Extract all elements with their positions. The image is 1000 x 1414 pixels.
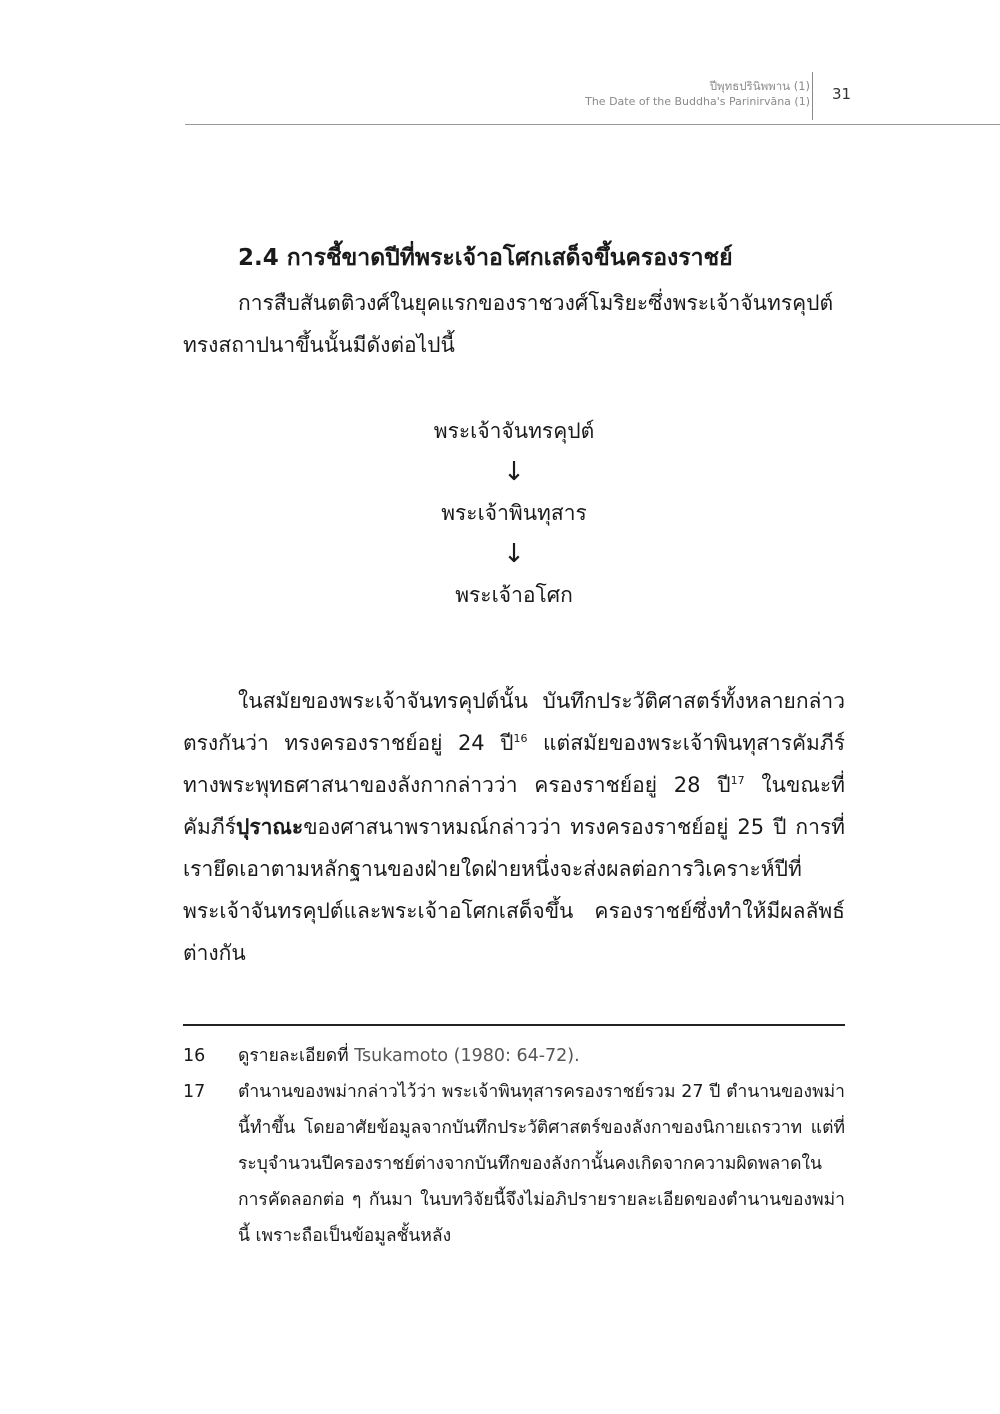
footnote-17	[183, 1074, 845, 1254]
running-head-english: The Date of the Buddha's Parinirvāna (1)	[585, 95, 810, 108]
body-paragraph	[183, 680, 845, 974]
footnote-divider	[183, 1024, 845, 1026]
footnote-citation: Tsukamoto (1980: 64-72).	[354, 1046, 580, 1066]
header-divider	[812, 72, 813, 120]
footnote-16	[183, 1038, 845, 1074]
page-number: 31	[832, 85, 852, 103]
down-arrow-icon: ↓	[503, 539, 525, 569]
paragraph-text: ในขณะที่คัมภีร์	[183, 773, 845, 839]
footnote-text: ตำนานของพม่ากล่าวไว้ว่า พระเจ้าพินทุสารครองราชย์รวม 27 ปี ตำนานของพม่านี้ทำขึ้น โดยอาศัยข้อมูลจากบันทึกประวัติศาสตร์ของลังกาของนิกายเถรวาท แต่ที่ระบุจำนวนปีครองราชย์ต่างจากบันทึกของลังกานั้นคงเกิดจากความผิดพลาดในการคัดลอกต่อ ๆ กันมา ในบทวิจัยนี้จึงไม่อภิปรายรายละเอียดของตำนานของพม่านี้ เพราะถือเป็นข้อมูลชั้นหลัง	[238, 1082, 845, 1246]
section-heading: 2.4 การชี้ขาดปีที่พระเจ้าอโศกเสด็จขึ้นครองราชย์	[238, 245, 733, 271]
dynasty-lineage	[183, 410, 845, 616]
footnote-text	[238, 1038, 845, 1074]
main-content	[183, 238, 845, 974]
down-arrow-icon: ↓	[503, 457, 525, 487]
footnote-text-thai: ดูรายละเอียดที่	[238, 1046, 355, 1066]
header-rule	[185, 124, 1000, 125]
lineage-king-3: พระเจ้าอโศก	[455, 583, 573, 607]
lineage-king-2: พระเจ้าพินทุสาร	[441, 501, 587, 525]
paragraph-text: ของศาสนาพราหมณ์กล่าวว่า ทรงครองราชย์อยู่ 25 ปี การที่เรายึดเอาตามหลักฐานของฝ่ายใดฝ่ายหนึ่งจะส่งผลต่อการวิเคราะห์ปีที่พระเจ้าจันทรคุปต์และพระเจ้าอโศกเสด็จขึ้น ครองราชย์ซึ่งทำให้มีผลลัพธ์ต่างกัน	[183, 815, 845, 965]
footnote-number: 16	[183, 1046, 206, 1066]
bold-term-purana: ปุราณะ	[236, 815, 304, 839]
footnote-ref-16[interactable]: 16	[513, 732, 528, 745]
footnote-ref-17[interactable]: 17	[730, 774, 745, 787]
running-head	[585, 78, 810, 110]
footnote-number: 17	[183, 1082, 206, 1102]
paragraph-text: ในสมัยของพระเจ้าจันทรคุปต์นั้น บันทึกประวัติศาสตร์ทั้งหลายกล่าวตรงกันว่า ทรงครองราชย์อยู่ 24 ปี	[183, 689, 845, 755]
running-head-thai: ปีพุทธปรินิพพาน (1)	[709, 79, 810, 93]
paragraph-text: แต่สมัยของพระเจ้าพินทุสารคัมภีร์ทางพระพุทธศาสนาของลังกากล่าวว่า ครองราชย์อยู่ 28 ปี	[183, 731, 845, 797]
lineage-king-1: พระเจ้าจันทรคุปต์	[433, 419, 595, 443]
footnotes	[183, 1038, 845, 1254]
intro-paragraph: การสืบสันตติวงศ์ในยุคแรกของราชวงศ์โมริยะซึ่งพระเจ้าจันทรคุปต์ทรงสถาปนาขึ้นนั้นมีดังต่อไปนี้	[183, 291, 834, 357]
